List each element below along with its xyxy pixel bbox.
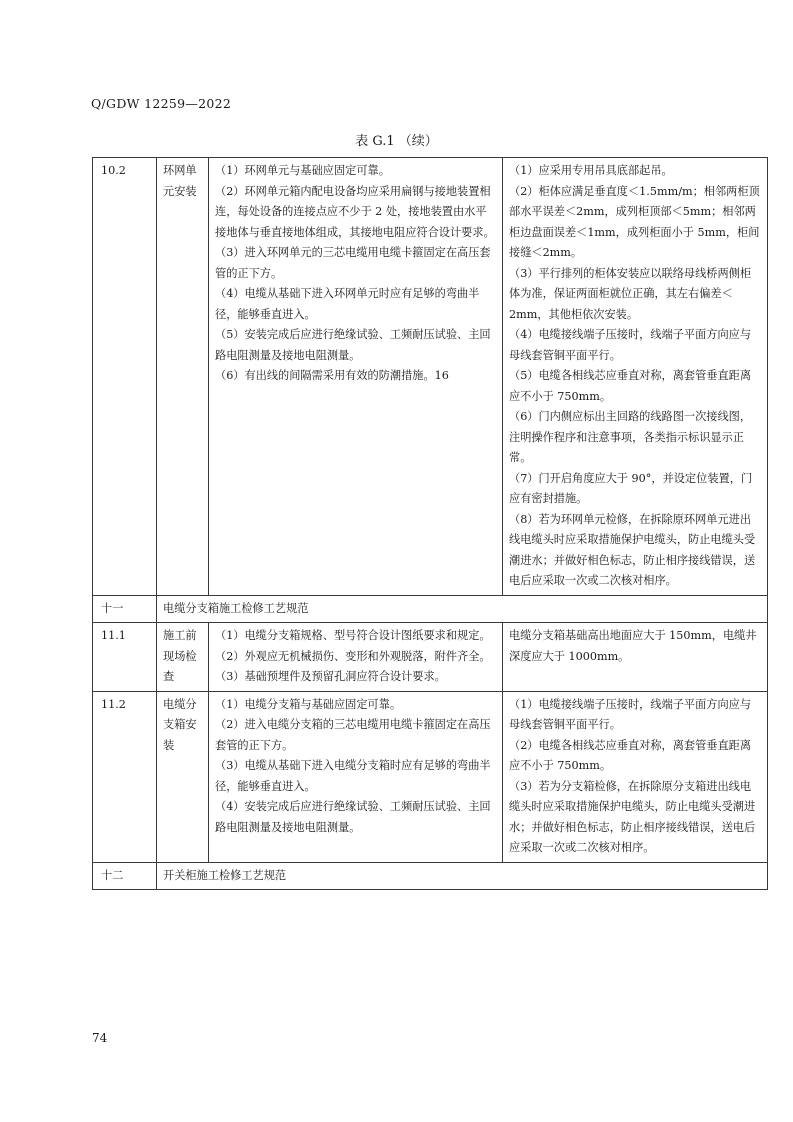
requirement-paragraph: （3）进入环网单元的三芯电缆用电缆卡箍固定在高压套管的正下方。 — [215, 246, 491, 280]
section-row — [93, 862, 768, 890]
row-number: 11.2 — [93, 691, 157, 862]
process-paragraph: （3）若为分支箱检修，在拆除原分支箱进出线电缆头时应采取措施保护电缆头，防止电缆头受潮进水；并做好相色标志，防止相序接线错误，送电后应采取一次或二次核对相序。 — [509, 779, 756, 854]
requirement-paragraph: （1）电缆分支箱规格、型号符合设计图纸要求和规定。 — [215, 629, 491, 642]
standard-code: Q/GDW 12259—2022 — [91, 96, 232, 111]
process-paragraph: （4）电缆接线端子压接时，线端子平面方向应与母线套管铜平面平行。 — [509, 328, 752, 362]
requirements-cell — [209, 691, 503, 862]
section-number: 十二 — [93, 862, 157, 890]
item-name: 电缆分支箱安装 — [157, 691, 209, 862]
process-cell — [503, 691, 768, 862]
requirement-paragraph: （2）环网单元箱内配电设备均应采用扁钢与接地装置相连，每处设备的连接点应不少于 2 处，接地装置由水平接地体与垂直接地体组成，其接地电阻应符合设计要求。 — [215, 184, 495, 239]
requirement-paragraph: （5）安装完成后应进行绝缘试验、工频耐压试验、主回路电阻测量及接地电阻测量。 — [215, 328, 491, 362]
section-row — [93, 595, 768, 623]
process-paragraph: （6）门内侧应标出主回路的线路图一次接线图，注明操作程序和注意事项，各类指示标识显示正常。 — [509, 410, 752, 464]
process-paragraph: 电缆分支箱基础高出地面应大于 150mm，电缆井深度应大于 1000mm。 — [509, 629, 757, 663]
requirement-paragraph: （3）电缆从基础下进入电缆分支箱时应有足够的弯曲半径，能够垂直进入。 — [215, 759, 491, 793]
item-name: 环网单元安装 — [157, 158, 209, 596]
requirement-paragraph: （1）环网单元与基础应固定可靠。 — [215, 164, 390, 177]
requirements-cell — [209, 158, 503, 596]
requirement-paragraph: （6）有出线的间隔需采用有效的防潮措施。16 — [215, 369, 449, 382]
requirement-paragraph: （1）电缆分支箱与基础应固定可靠。 — [215, 697, 402, 711]
requirement-paragraph: （4）电缆从基础下进入环网单元时应有足够的弯曲半径，能够垂直进入。 — [215, 287, 480, 321]
section-title: 开关柜施工检修工艺规范 — [157, 862, 768, 890]
page-number: 74 — [92, 1031, 108, 1045]
row-number: 10.2 — [93, 158, 157, 596]
process-paragraph: （1）应采用专用吊具底部起吊。 — [509, 164, 673, 177]
row-number: 11.1 — [93, 623, 157, 692]
item-name: 施工前现场检查 — [157, 623, 209, 692]
requirement-paragraph: （4）安装完成后应进行绝缘试验、工频耐压试验、主回路电阻测量及接地电阻测量。 — [215, 800, 491, 834]
requirement-paragraph: （3）基础预埋件及预留孔洞应符合设计要求。 — [215, 670, 446, 683]
process-paragraph: （2）电缆各相线芯应垂直对称，离套管垂直距离应不小于 750mm。 — [509, 738, 752, 772]
process-paragraph: （1）电缆接线端子压接时，线端子平面方向应与母线套管铜平面平行。 — [509, 697, 752, 731]
table-title: 表 G.1 （续） — [355, 134, 438, 149]
requirement-paragraph: （2）外观应无机械损伤、变形和外观脱落，附件齐全。 — [215, 649, 491, 663]
requirement-paragraph: （2）进入电缆分支箱的三芯电缆用电缆卡箍固定在高压套管的正下方。 — [215, 718, 491, 752]
table-row — [93, 158, 768, 596]
process-paragraph: （5）电缆各相线芯应垂直对称，离套管垂直距离应不小于 750mm。 — [509, 369, 752, 403]
process-paragraph: （2）柜体应满足垂直度＜1.5mm/m；相邻两柜顶部水平误差＜2mm，成列柜顶部＜5mm；相邻两柜边盘面误差＜1mm，成列柜面小于 5mm，柜间接缝＜2mm。 — [509, 184, 760, 259]
process-paragraph: （3）平行排列的柜体安装应以联络母线桥两侧柜体为准，保证两面柜就位正确，其左右偏差＜2mm，其他柜依次安装。 — [509, 266, 752, 321]
section-title: 电缆分支箱施工检修工艺规范 — [157, 595, 768, 623]
spec-table — [92, 157, 768, 890]
table-row — [93, 623, 768, 692]
section-number: 十一 — [93, 595, 157, 623]
process-paragraph: （7）门开启角度应大于 90°，并设定位装置，门应有密封措施。 — [509, 471, 753, 505]
process-cell — [503, 158, 768, 596]
process-paragraph: （8）若为环网单元检修，在拆除原环网单元进出线电缆头时应采取措施保护电缆头，防止电缆头受潮进水；并做好相色标志，防止相序接线错误，送电后应采取一次或二次核对相序。 — [509, 512, 756, 587]
table-row — [93, 691, 768, 862]
process-cell — [503, 623, 768, 692]
requirements-cell — [209, 623, 503, 692]
